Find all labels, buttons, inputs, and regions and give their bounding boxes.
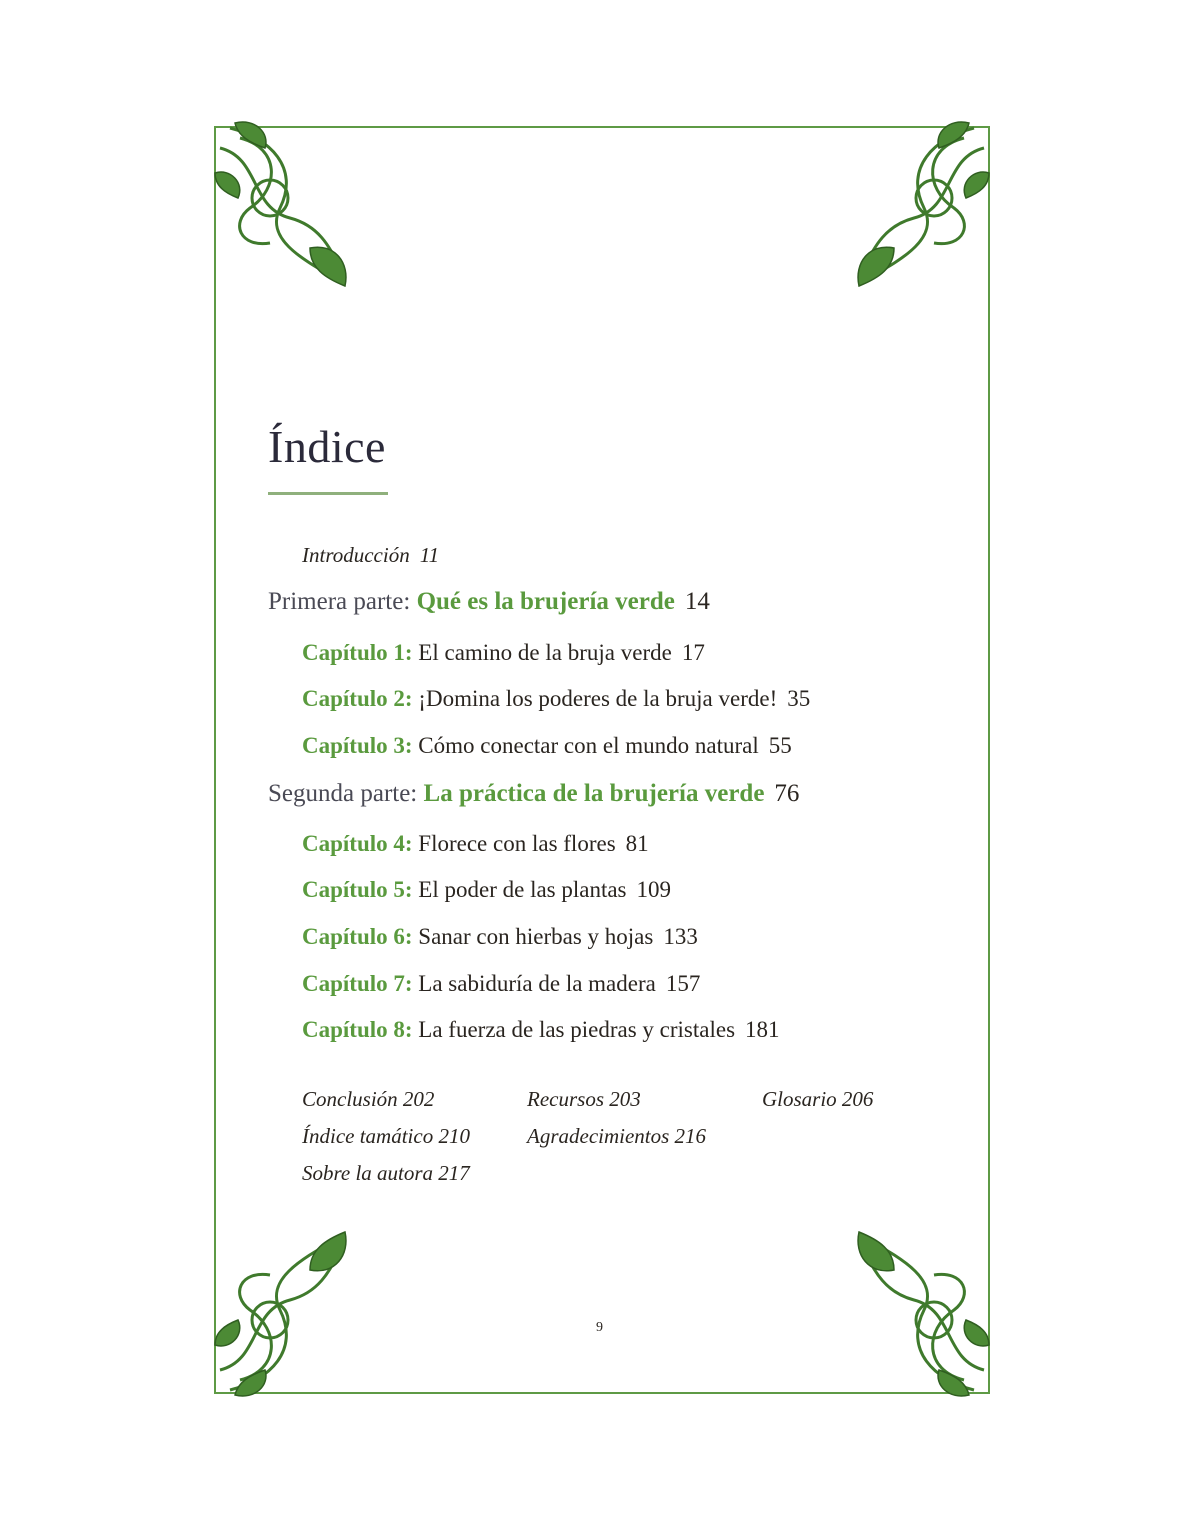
page-border [214,126,990,1394]
toc-chapter-8 [302,1017,780,1043]
intro-label: Introducción [302,543,410,567]
chapter-title: La fuerza de las piedras y cristales [418,1017,736,1042]
back-matter-acknowledgments: Agradecimientos 216 [527,1124,707,1148]
part-prefix: Segunda parte: [268,780,418,807]
chapter-label: Capítulo 2: [302,686,413,711]
back-matter-about-author: Sobre la autora 217 [302,1161,470,1185]
back-matter-index: Índice tamático 210 [302,1124,470,1148]
part-title: La práctica de la brujería verde [423,780,765,807]
chapter-label: Capítulo 7: [302,971,413,996]
toc-chapter-6 [302,924,698,950]
chapter-title: ¡Domina los poderes de la bruja verde! [418,686,778,711]
vine-ornament-bottom-left [210,1230,350,1400]
chapter-page: 35 [787,686,811,711]
part-page: 14 [684,588,710,615]
back-matter-conclusion: Conclusión 202 [302,1087,435,1111]
chapter-page: 81 [625,831,649,856]
chapter-page: 55 [768,733,792,758]
chapter-label: Capítulo 4: [302,831,413,856]
chapter-page: 181 [745,1017,780,1042]
back-matter-glossary: Glosario 206 [762,1087,874,1111]
toc-entry-intro [302,543,439,568]
toc-part-2 [268,780,799,808]
part-title: Qué es la brujería verde [416,588,675,615]
chapter-label: Capítulo 5: [302,877,413,902]
chapter-label: Capítulo 6: [302,924,413,949]
toc-chapter-3 [302,733,792,759]
back-matter-resources: Recursos 203 [527,1087,641,1111]
chapter-label: Capítulo 8: [302,1017,413,1042]
chapter-title: El camino de la bruja verde [418,640,672,665]
intro-page: 11 [419,543,440,567]
toc-chapter-5 [302,877,671,903]
chapter-page: 157 [665,971,701,996]
part-page: 76 [774,780,800,807]
chapter-title: La sabiduría de la madera [418,971,656,996]
toc-part-1 [268,588,710,616]
chapter-page: 109 [636,877,672,902]
toc-chapter-4 [302,831,649,857]
page-title: Índice [268,421,386,472]
chapter-page: 133 [663,924,698,949]
chapter-label: Capítulo 1: [302,640,413,665]
vine-ornament-top-right [854,118,994,288]
toc-chapter-7 [302,971,700,997]
chapter-title: Cómo conectar con el mundo natural [418,733,759,758]
chapter-title: Florece con las flores [418,831,616,856]
chapter-label: Capítulo 3: [302,733,413,758]
title-underline [268,492,388,495]
page-number: 9 [596,1320,603,1335]
chapter-title: Sanar con hierbas y hojas [418,924,654,949]
vine-ornament-bottom-right [854,1230,994,1400]
toc-chapter-2 [302,686,810,712]
toc-chapter-1 [302,640,705,666]
vine-ornament-top-left [210,118,350,288]
part-prefix: Primera parte: [268,588,411,615]
chapter-page: 17 [681,640,705,665]
chapter-title: El poder de las plantas [418,877,627,902]
